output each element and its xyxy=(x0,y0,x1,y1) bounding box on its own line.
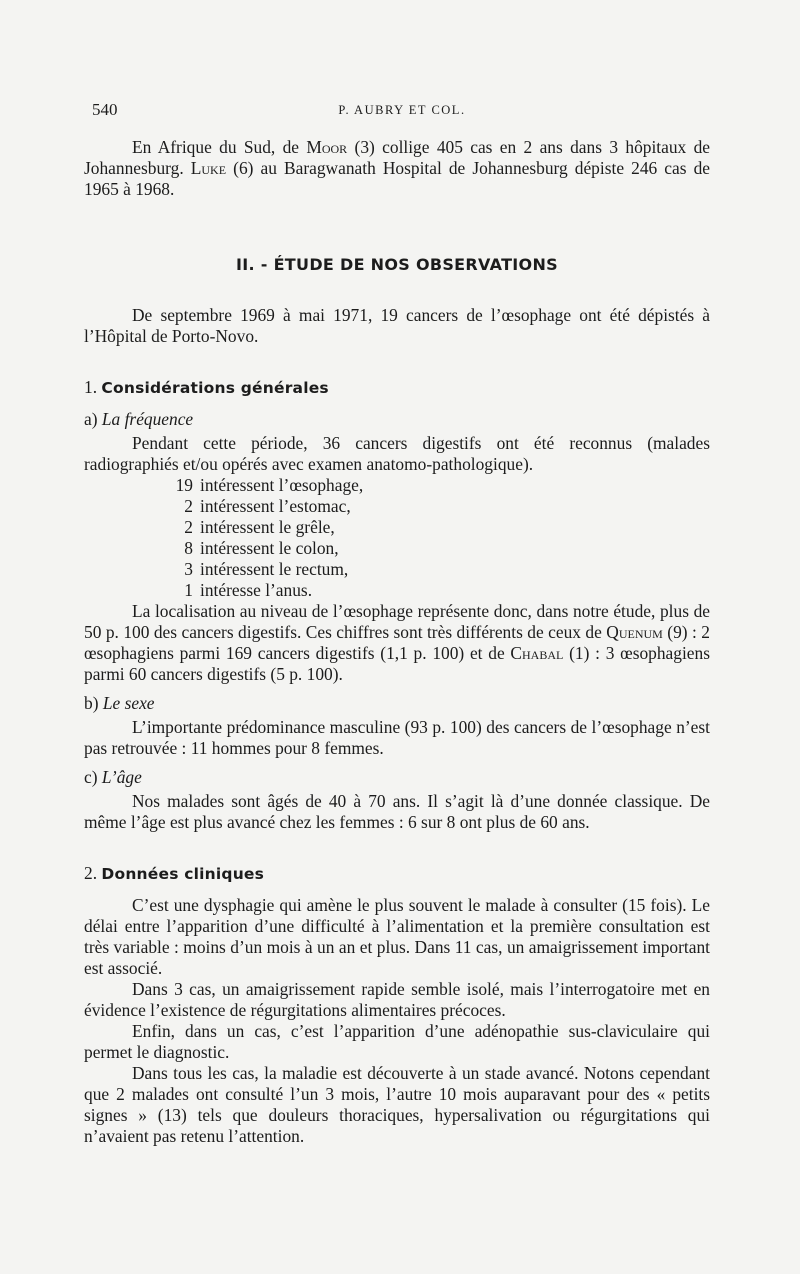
subsection-number: 2. xyxy=(84,863,98,883)
list-item xyxy=(170,580,710,601)
intro-paragraph xyxy=(84,137,710,200)
subsection-2-heading xyxy=(84,863,710,885)
subsection-a-heading xyxy=(84,409,710,430)
item-label: c) xyxy=(84,767,98,787)
page-body xyxy=(84,137,710,1147)
list-count: 3 xyxy=(184,559,193,579)
text-run: (9) : 2 œsophagiens parmi 169 cancers digestifs (1,1 p. 100) et de xyxy=(84,622,710,663)
clinical-paragraph: Dans 3 cas, un amaigrissement rapide semble isolé, mais l’interrogatoire met en évidence l’existence de régurgitations alimentaires précoces. xyxy=(84,979,710,1020)
page-number: 540 xyxy=(92,100,118,119)
item-title: La fréquence xyxy=(101,409,194,429)
subsection-number: 1. xyxy=(84,377,98,397)
list-item xyxy=(170,559,710,580)
list-count: 2 xyxy=(184,496,193,516)
author-ref-quenum: Quenum xyxy=(606,622,663,642)
author-ref-luke: Luke xyxy=(190,158,227,178)
list-count: 1 xyxy=(184,580,193,600)
item-label: a) xyxy=(84,409,98,429)
list-text: intéressent le colon, xyxy=(200,538,339,558)
list-text: intéressent le grêle, xyxy=(200,517,335,537)
list-text: intéressent l’œsophage, xyxy=(200,475,364,495)
list-count: 2 xyxy=(184,517,193,537)
list-text: intéressent l’estomac, xyxy=(200,496,351,516)
list-item xyxy=(170,496,710,517)
list-item xyxy=(170,538,710,559)
text-run: En Afrique du Sud, de xyxy=(132,137,307,157)
section-intro-paragraph: De septembre 1969 à mai 1971, 19 cancers de l’œsophage ont été dépistés à l’Hôpital de Porto-Novo. xyxy=(84,305,710,346)
item-label: b) xyxy=(84,693,99,713)
text-run: (6) au Baragwanath Hospital de Johannesburg dépiste 246 cas de 1965 à 1968. xyxy=(84,158,711,199)
section-title: II. - ÉTUDE DE NOS OBSERVATIONS xyxy=(236,255,558,274)
clinical-paragraph: C’est une dysphagie qui amène le plus souvent le malade à consulter (15 fois). Le délai entre l’apparition d’une difficulté à l’alimentation et la première consultation est très variable : moins d’un mois à un an et plus. Dans 11 cas, un amaigrissement important est associé. xyxy=(84,895,710,978)
clinical-paragraph: Dans tous les cas, la maladie est découverte à un stade avancé. Notons cependant que 2 malades ont consulté l’un 3 mois, l’autre 10 mois auparavant pour des « petits signes » (13) tels que douleurs thoraciques, hypersalivation ou régurgitations qui n’avaient pas retenu l’attention. xyxy=(84,1063,710,1146)
running-head: P. AUBRY ET COL. xyxy=(338,103,466,117)
localisation-paragraph xyxy=(84,601,710,685)
item-title: Le sexe xyxy=(102,693,155,713)
frequency-paragraph: Pendant cette période, 36 cancers digestifs ont été reconnus (malades radiographiés et/ou opérés avec examen anatomo-pathologique). xyxy=(84,433,710,474)
subsection-b-heading xyxy=(84,693,710,714)
text-run: (3) collige 405 cas en 2 ans dans 3 hôpitaux de Johannesburg. xyxy=(84,137,710,178)
subsection-title: Données cliniques xyxy=(101,865,265,883)
subsection-1-heading xyxy=(84,377,710,399)
clinical-paragraph: Enfin, dans un cas, c’est l’apparition d’une adénopathie sus-claviculaire qui permet le diagnostic. xyxy=(84,1021,710,1062)
text-run: (1) : 3 œsophagiens parmi 60 cancers digestifs (5 p. 100). xyxy=(84,643,710,684)
list-count: 8 xyxy=(184,538,193,558)
page-header xyxy=(92,100,712,124)
sex-paragraph: L’importante prédominance masculine (93 p. 100) des cancers de l’œsophage n’est pas retrouvée : 11 hommes pour 8 femmes. xyxy=(84,717,710,758)
age-paragraph: Nos malades sont âgés de 40 à 70 ans. Il s’agit là d’une donnée classique. De même l’âge est plus avancé chez les femmes : 6 sur 8 ont plus de 60 ans. xyxy=(84,791,710,832)
list-text: intéressent le rectum, xyxy=(200,559,349,579)
author-ref-moor: Moor xyxy=(306,137,348,157)
list-item xyxy=(170,517,710,538)
list-text: intéresse l’anus. xyxy=(200,580,313,600)
list-item xyxy=(170,475,710,496)
subsection-c-heading xyxy=(84,767,710,788)
subsection-title: Considérations générales xyxy=(101,379,329,397)
text-run: La localisation au niveau de l’œsophage représente donc, dans notre étude, plus de 50 p. 100 des cancers digestifs. Ces chiffres sont très différents de ceux de xyxy=(84,601,710,642)
list-count: 19 xyxy=(175,475,193,495)
author-ref-chabal: Chabal xyxy=(510,643,564,663)
cancer-location-list xyxy=(84,475,710,601)
item-title: L’âge xyxy=(101,767,142,787)
